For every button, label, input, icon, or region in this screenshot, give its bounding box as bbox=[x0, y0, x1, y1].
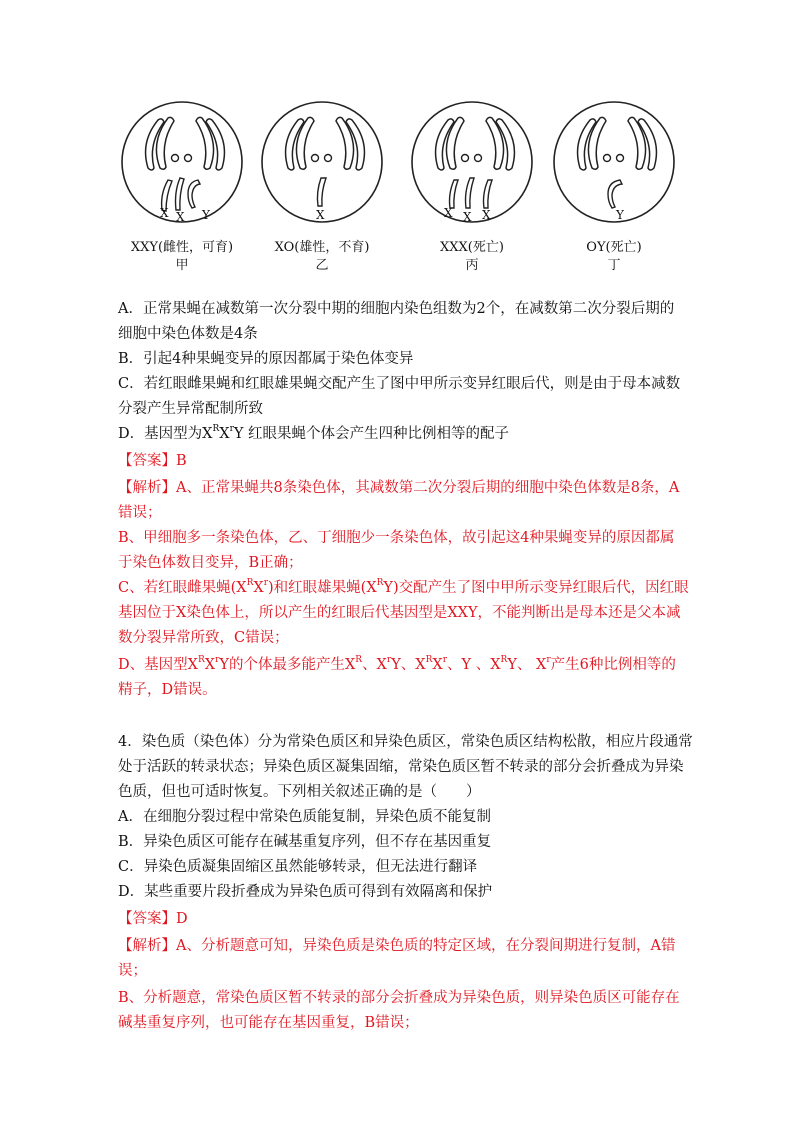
q4-option-d: D．某些重要片段折叠成为异染色质可得到有效隔离和保护 bbox=[118, 884, 493, 900]
chrom-label: X bbox=[463, 210, 472, 224]
cell-diagram-bing bbox=[408, 98, 536, 228]
q3-option-d-pre: D．基因型为X bbox=[118, 426, 213, 442]
q4-explanation-3: B、分析题意，常染色质区暂不转录的部分会折叠成为异染色质，则异染色质区可能存在 bbox=[118, 990, 680, 1006]
chrom-label: Y bbox=[616, 208, 624, 222]
q3-explanation-9: 精子，D错误。 bbox=[118, 682, 217, 698]
cell-bing bbox=[408, 98, 536, 273]
q3-option-c-line2: 分裂产生异常配制所致 bbox=[118, 401, 263, 417]
q3-explanation-2: 错误； bbox=[118, 505, 162, 521]
chrom-label: X bbox=[316, 208, 325, 222]
q3-explanation-8: D、基因型$X^RX^rY$的个体最多能产生$X^R$、$X^rY$、$X^RX^r$、Y 、$X^RY$、 $X^r$产生6种比例相等的 bbox=[118, 655, 676, 673]
chrom-label: X bbox=[160, 206, 169, 220]
cell-yi bbox=[258, 98, 386, 273]
q3-option-a-line1: A．正常果蝇在减数第一次分裂中期的细胞内染色组数为2个，在减数第二次分裂后期的 bbox=[118, 301, 675, 317]
cell-caption: XXX(死亡) bbox=[440, 240, 504, 255]
q4-option-b: B．异染色质区可能存在碱基重复序列，但不存在基因重复 bbox=[118, 834, 492, 850]
q4-option-c: C．异染色质凝集固缩区虽然能够转录，但无法进行翻译 bbox=[118, 859, 478, 875]
q4-stem-1: 4．染色质（染色体）分为常染色质区和异染色质区，常染色质区结构松散，相应片段通常 bbox=[118, 734, 693, 750]
cell-subcaption: 丁 bbox=[607, 258, 621, 273]
cell-subcaption: 乙 bbox=[315, 258, 329, 273]
cell-caption: XO(雄性，不育) bbox=[274, 240, 370, 255]
cell-subcaption: 甲 bbox=[175, 258, 189, 273]
chrom-label: Y bbox=[202, 208, 210, 222]
cell-caption: OY(死亡) bbox=[586, 240, 642, 255]
cell-diagram-ding bbox=[550, 98, 678, 228]
q4-explanation-2: 误； bbox=[118, 963, 147, 979]
q3-option-c-line1: C．若红眼雌果蝇和红眼雄果蝇交配产生了图中甲所示变异红眼后代，则是由于母本减数 bbox=[118, 376, 681, 392]
q3-explanation-5: C、若红眼雌果蝇$(X^RX^r)$和红眼雄果蝇$(X^RY)$交配产生了图中甲所示变异红眼后代，因红眼 bbox=[118, 578, 689, 596]
q4-stem-2: 处于活跃的转录状态；异染色质区凝集固缩，常染色质区暂不转录的部分会折叠成为异染 bbox=[118, 759, 684, 775]
q3-option-b: B．引起4种果蝇变异的原因都属于染色体变异 bbox=[118, 351, 414, 367]
q3-answer: 【答案】B bbox=[118, 453, 187, 469]
q4-explanation-1: 【解析】A、分析题意可知，异染色质是染色质的特定区域，在分裂间期进行复制，A错 bbox=[118, 938, 676, 954]
chrom-label: X bbox=[482, 208, 491, 222]
q3-option-d bbox=[118, 424, 509, 444]
q3-option-d-post: Y 红眼果蝇个体会产生四种比例相等的配子 bbox=[233, 426, 510, 442]
q3-explanation-7: 数分裂异常所致，C错误； bbox=[118, 630, 289, 646]
cell-jia bbox=[118, 98, 246, 273]
chromosome-figure bbox=[118, 98, 698, 273]
superscript: R bbox=[212, 424, 220, 435]
q3-explanation-3: B、甲细胞多一条染色体，乙、丁细胞少一条染色体，故引起这4种果蝇变异的原因都属 bbox=[118, 530, 675, 546]
q4-answer: 【答案】D bbox=[118, 911, 188, 927]
cell-caption: XXY(雌性，可育) bbox=[130, 240, 234, 255]
q4-explanation-4: 碱基重复序列，也可能存在基因重复，B错误； bbox=[118, 1015, 419, 1031]
chrom-label: X bbox=[444, 206, 453, 220]
q4-option-a: A．在细胞分裂过程中常染色质能复制，异染色质不能复制 bbox=[118, 809, 491, 825]
chrom-label: X bbox=[176, 210, 185, 224]
q3-explanation-6: 基因位于X染色体上，所以产生的红眼后代基因型是XXY，不能判断出是母本还是父本减 bbox=[118, 605, 681, 621]
q3-explanation-1: 【解析】A、正常果蝇共8条染色体，其减数第二次分裂后期的细胞中染色体数是8条，A bbox=[118, 480, 680, 496]
q3-option-a-line2: 细胞中染色体数是4条 bbox=[118, 326, 258, 342]
cell-diagram-jia bbox=[118, 98, 246, 228]
cell-ding bbox=[550, 98, 678, 273]
q3-option-d-mid: X bbox=[219, 426, 230, 442]
q3-explanation-4: 于染色体数目变异，B正确； bbox=[118, 555, 303, 571]
cell-subcaption: 丙 bbox=[465, 258, 479, 273]
q4-stem-3: 色质，但也可适时恢复。下列相关叙述正确的是（ ） bbox=[118, 784, 481, 800]
superscript: r bbox=[229, 424, 234, 435]
